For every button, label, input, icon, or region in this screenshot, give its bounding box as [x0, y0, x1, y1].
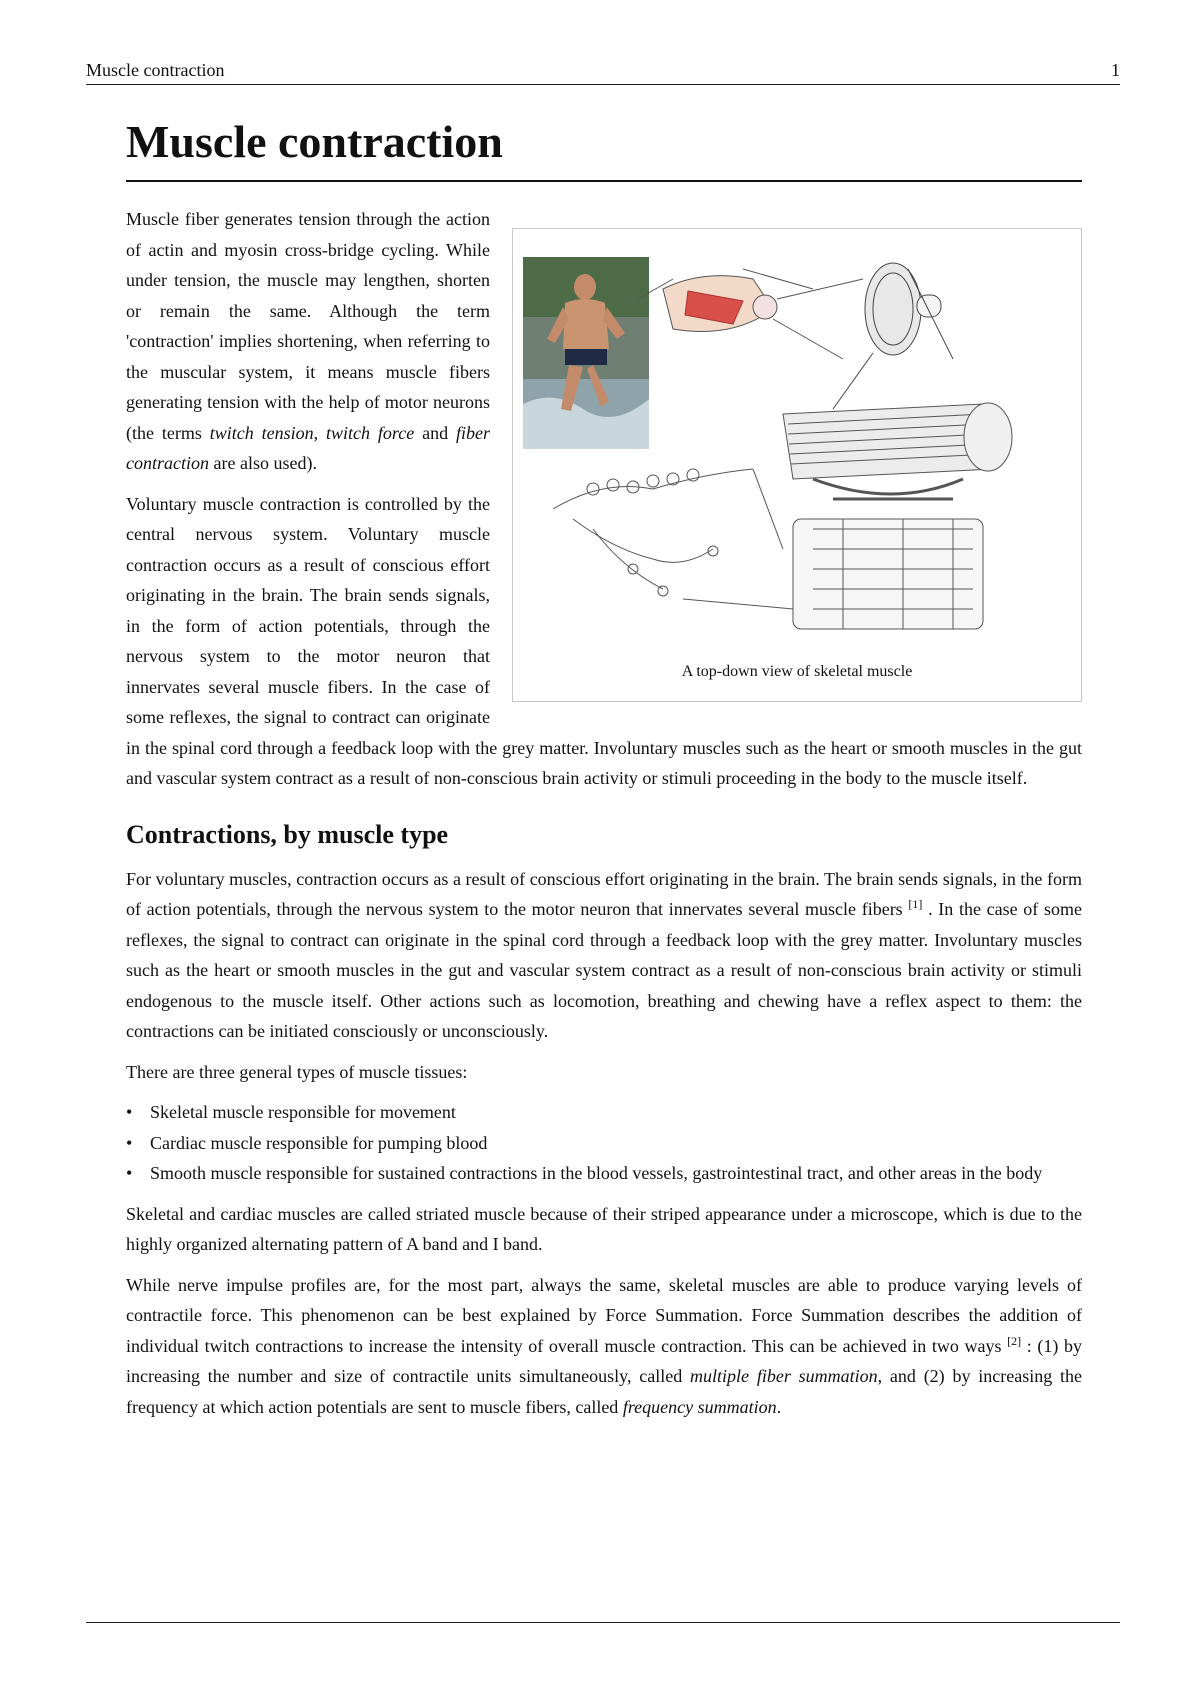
bullet: • — [126, 1163, 133, 1183]
list-item — [126, 1128, 1082, 1159]
list-item-text: Smooth muscle responsible for sustained contractions in the blood vessels, gastrointestinal tract, and other areas in the body — [150, 1163, 1043, 1183]
skeletal-muscle-illustration — [513, 229, 1081, 701]
bullet: • — [126, 1132, 133, 1153]
article-body — [126, 204, 1082, 1422]
running-header — [86, 56, 1120, 85]
text-run: , and (2) by increasing the frequency at which action potentials are sent to muscle fibers, called — [126, 1366, 1083, 1417]
term-twitch-tension: twitch tension — [209, 422, 314, 443]
figure-skeletal-muscle — [512, 228, 1082, 702]
text-run: While nerve impulse profiles are, for the most part, always the same, skeletal muscles are able to produce varying levels of contractile force. This phenomenon can be best explained by Force Summation. Force Summation describes the addition of individual twitch contractions to increase the intensity of overall muscle contraction. This can be achieved in two ways — [126, 1274, 1082, 1356]
page-number: 1 — [1111, 60, 1120, 80]
section-paragraph-3: Skeletal and cardiac muscles are called striated muscle because of their striped appearance under a microscope, which is due to the highly organized alternating pattern of A band and I band. — [126, 1203, 1082, 1254]
list-item-text: Skeletal muscle responsible for movement — [150, 1102, 456, 1122]
citation-link-1[interactable]: [1] — [908, 897, 923, 911]
motor-neuron-sketch — [553, 469, 793, 609]
runner-photo — [523, 257, 649, 449]
text-run: are also used). — [209, 453, 317, 473]
figure-caption: A top-down view of skeletal muscle — [681, 662, 913, 680]
muscle-fiber-bundle — [783, 403, 1012, 494]
term-frequency-summation: frequency summation — [622, 1396, 777, 1417]
list-item-text: Cardiac muscle responsible for pumping blood — [150, 1132, 488, 1153]
article — [126, 112, 1082, 1432]
muscle-arm-sketch — [638, 269, 863, 359]
intro-paragraph-2: Voluntary muscle contraction is controlled by the central nervous system. Voluntary muscle contraction occurs as a result of conscious effort originating in the brain. The brain sends signals, in the form of action potentials, through the nervous system to the motor neuron that innervates several muscle fibers. In the case of some reflexes, the signal to contract can originate in the spinal cord through a feedback loop with the grey matter. Involuntary muscles such as the heart or smooth muscles in the gut and vascular system contract as a result of non-conscious brain activity or stimuli proceeding in the body to the muscle itself. — [126, 493, 1082, 788]
section-heading: Contractions, by muscle type — [126, 819, 449, 849]
citation-link-2[interactable]: [2] — [1007, 1333, 1022, 1348]
fascicle-cross-section — [833, 263, 953, 409]
list-item — [126, 1158, 1082, 1189]
term-twitch-force: twitch force — [326, 422, 415, 443]
section-paragraph-4 — [126, 1270, 1082, 1423]
term-fiber-contraction: fiber contraction — [126, 422, 490, 473]
page-title: Muscle contraction — [126, 112, 1082, 182]
term-multiple-fiber-summation: multiple fiber summation — [690, 1366, 878, 1386]
section-paragraph-2: There are three general types of muscle tissues: — [126, 1061, 468, 1082]
section-paragraph-1 — [126, 864, 1082, 1047]
text-run: For voluntary muscles, contraction occurs as a result of conscious effort originating in the brain. The brain sends signals, in the form of action potentials, through the nervous system to the motor neuron that innervates several muscle fibers — [126, 868, 1082, 919]
bullet: • — [126, 1102, 133, 1122]
list-item — [126, 1097, 1082, 1128]
text-run: : (1) by increasing the number and size of contractile units simultaneously, called — [126, 1335, 1082, 1386]
running-title: Muscle contraction — [86, 60, 225, 80]
muscle-types-list — [126, 1097, 1082, 1189]
text-run: Muscle fiber generates tension through the action of actin and myosin cross-bridge cycling. While under tension, the muscle may lengthen, shorten or remain the same. Although the term 'contraction' implies shortening, when referring to the muscular system, it means muscle fibers generating tension with the help of motor neurons (the terms — [126, 209, 490, 443]
text-run: and — [414, 422, 456, 443]
text-run: . — [776, 1396, 782, 1417]
text-run: , — [313, 422, 327, 443]
myofibril-layers — [793, 499, 983, 629]
footer-rule — [86, 1622, 1120, 1623]
text-run: . In the case of some reflexes, the signal to contract can originate in the spinal cord through a feedback loop with the grey matter. Involuntary muscles such as the heart or smooth muscles in the gut and vascular system contract as a result of non-conscious brain activity or stimuli endogenous to the muscle itself. Other actions such as locomotion, breathing and chewing have a reflex aspect to them: the contractions can be initiated consciously or unconsciously. — [126, 899, 1082, 1041]
